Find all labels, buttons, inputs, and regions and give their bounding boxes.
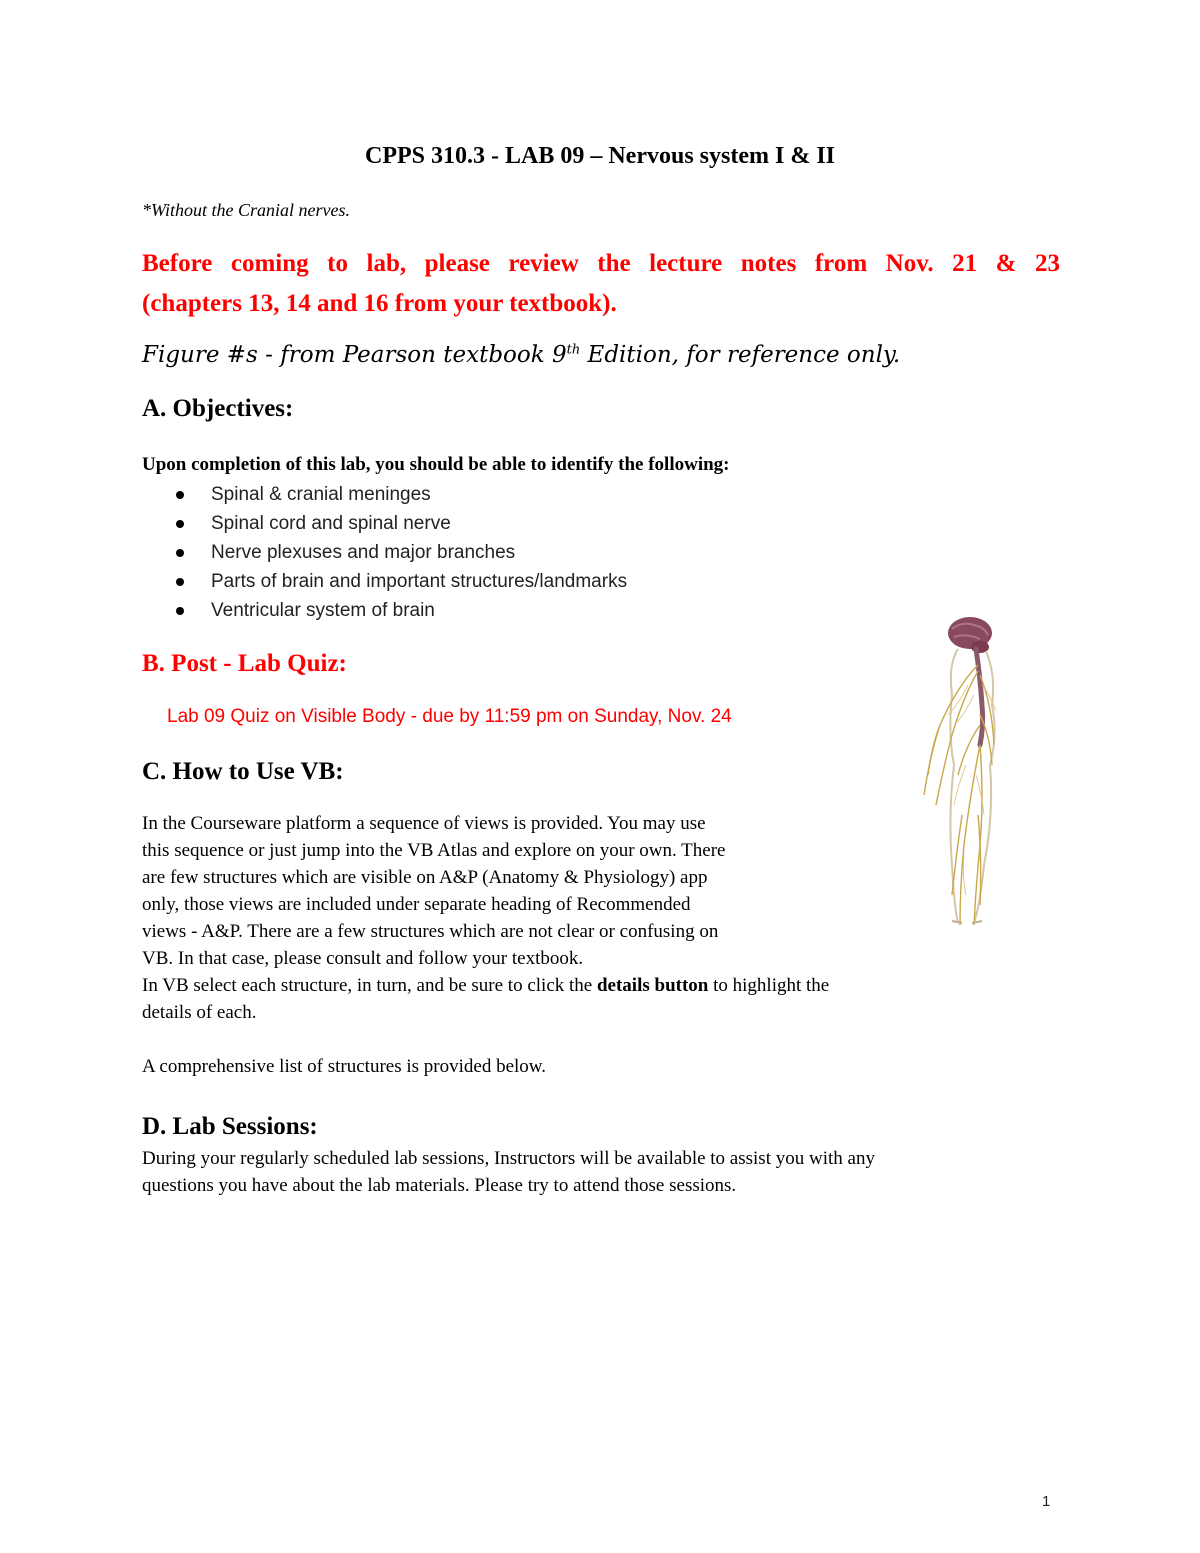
list-item	[142, 510, 627, 539]
list-item-text: Spinal cord and spinal nerve	[211, 513, 451, 534]
nervous-system-figure-icon	[918, 615, 1002, 933]
vb-instructions-line: In the Courseware platform a sequence of views is provided. You may use	[142, 813, 706, 834]
vb-instructions-line: are few structures which are visible on A&P (Anatomy & Physiology) app	[142, 867, 708, 888]
objectives-intro: Upon completion of this lab, you should be able to identify the following:	[142, 454, 730, 475]
comprehensive-list-note: A comprehensive list of structures is provided below.	[142, 1056, 547, 1077]
section-a-heading: A. Objectives:	[142, 395, 294, 422]
vb-instructions-line: VB. In that case, please consult and follow your textbook.	[142, 948, 584, 969]
bullet-icon	[176, 520, 184, 528]
bullet-icon	[176, 607, 184, 615]
details-button-term: details button	[596, 975, 709, 996]
list-item-text: Spinal & cranial meninges	[211, 484, 431, 505]
page-number: 1	[1042, 1493, 1051, 1510]
details-text-end: to highlight the	[708, 975, 830, 996]
lab-sessions-line-1: During your regularly scheduled lab sessions, Instructors will be available to assist you with any	[142, 1148, 875, 1169]
title-note: *Without the Cranial nerves.	[142, 200, 350, 220]
bullet-icon	[176, 491, 184, 499]
details-instruction-line-2: details of each.	[142, 1002, 257, 1023]
bullet-icon	[176, 578, 184, 586]
details-text: In VB select each structure, in turn, and be sure to click the	[142, 975, 597, 996]
section-b-heading: B. Post - Lab Quiz:	[142, 650, 347, 677]
figure-reference-text-end: Edition, for reference only.	[580, 342, 901, 368]
list-item	[142, 597, 627, 626]
bullet-icon	[176, 549, 184, 557]
list-item	[142, 568, 627, 597]
list-item-text: Ventricular system of brain	[211, 600, 435, 621]
list-item-text: Nerve plexuses and major branches	[211, 542, 516, 563]
details-instruction	[142, 975, 829, 997]
review-warning-line-2: (chapters 13, 14 and 16 from your textbook).	[142, 290, 617, 317]
vb-instructions-line: only, those views are included under separate heading of Recommended	[142, 894, 691, 915]
figure-reference-text: Figure #s - from Pearson textbook 9	[142, 342, 567, 368]
list-item	[142, 481, 627, 510]
list-item	[142, 539, 627, 568]
section-d-heading: D. Lab Sessions:	[142, 1113, 318, 1140]
vb-instructions-line: views - A&P. There are a few structures which are not clear or confusing on	[142, 921, 719, 942]
review-warning-line-1: Before coming to lab, please review the lecture notes from Nov. 21 & 23	[142, 250, 1060, 277]
figure-reference-note	[142, 342, 900, 368]
vb-instructions-line: this sequence or just jump into the VB Atlas and explore on your own. There	[142, 840, 726, 861]
section-c-heading: C. How to Use VB:	[142, 758, 344, 785]
lab-sessions-line-2: questions you have about the lab materials. Please try to attend those sessions.	[142, 1175, 737, 1196]
figure-reference-superscript: th	[566, 342, 581, 358]
objectives-list	[142, 481, 627, 626]
nervous-system-figure-svg	[918, 615, 1002, 933]
quiz-due-note: Lab 09 Quiz on Visible Body - due by 11:59 pm on Sunday, Nov. 24	[167, 706, 732, 727]
document-title: CPPS 310.3 - LAB 09 – Nervous system I & II	[365, 143, 835, 169]
list-item-text: Parts of brain and important structures/landmarks	[211, 571, 628, 592]
